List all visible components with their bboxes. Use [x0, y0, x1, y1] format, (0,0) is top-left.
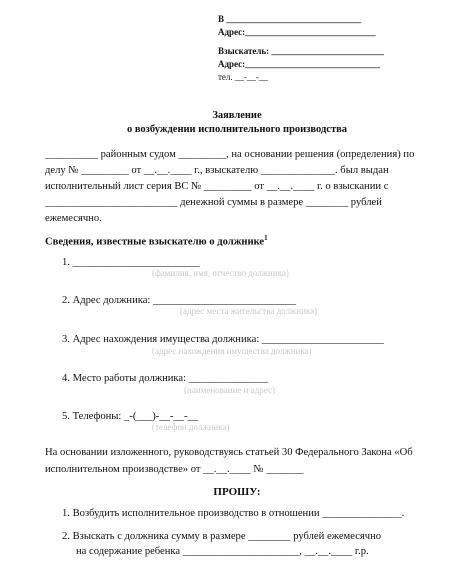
request-item-1: 1. Возбудить исполнительное производство в отношении _______________. — [62, 508, 405, 519]
debtor-item-name: 1. ________________________ — [62, 257, 200, 268]
footnote-marker: 1 — [264, 234, 268, 242]
document-title: Заявление — [212, 110, 262, 121]
basis-line-1: На основании изложенного, руководствуясь статьей 30 Федерального Закона «Об — [45, 447, 413, 458]
debtor-item-phones: 5. Телефоны: _-(___)-__-__-__ — [62, 411, 199, 422]
intro-line-5: ежемесячно. — [45, 213, 102, 224]
debtor-item-address: 2. Адрес должника: ___________________________ — [62, 295, 297, 306]
phone-line: тел. __-__-__ — [218, 72, 268, 82]
debtor-item-address-hint: (адрес места жительства должника) — [180, 306, 318, 316]
claimant-address-line: Адрес:______________________________ — [218, 59, 381, 69]
request-heading: ПРОШУ: — [213, 486, 261, 498]
intro-line-3: исполнительный лист серия ВС № _________ от __.__.____ г. о взыскании с — [45, 181, 389, 192]
debtor-heading-text: Сведения, известные взыскателю о должнике — [45, 236, 265, 248]
claimant-line: Взыскатель: _________________________ — [218, 46, 384, 56]
intro-line-1: __________ районным судом _________, на основании решения (определения) по — [45, 149, 415, 160]
recipient-line: В ______________________________ — [218, 14, 362, 24]
request-item-2-line-1: 2. Взыскать с должника сумму в размере ________ рублей ежемесячно — [62, 531, 382, 542]
debtor-item-phones-hint: (телефон должника) — [152, 422, 230, 432]
debtor-item-property-address: 3. Адрес нахождения имущества должника: _______________________ — [62, 334, 384, 345]
request-item-2-line-2: на содержание ребенка ______________________, __.__.____ г.р. — [76, 546, 369, 557]
basis-line-2: исполнительном производстве» от __.__.____ № _______ — [45, 464, 304, 475]
debtor-item-name-hint: (фамилия, имя, отчество должника) — [152, 268, 289, 278]
intro-line-2: делу № _________ от __.__.____ г., взыскателю ______________. был выдан — [45, 165, 389, 176]
intro-line-4: _________________________ денежной суммы в размере ________ рублей — [45, 197, 382, 208]
document-subtitle: о возбуждении исполнительного производства — [126, 124, 348, 135]
debtor-item-workplace: 4. Место работы должника: _______________ — [62, 373, 269, 384]
debtor-section-heading — [45, 232, 268, 249]
debtor-item-property-address-hint: (адрес нахождения имущества должника) — [152, 346, 312, 356]
debtor-item-workplace-hint: (наименование и адрес) — [184, 385, 275, 395]
recipient-address-line: Адрес:_____________________________ — [218, 27, 376, 37]
